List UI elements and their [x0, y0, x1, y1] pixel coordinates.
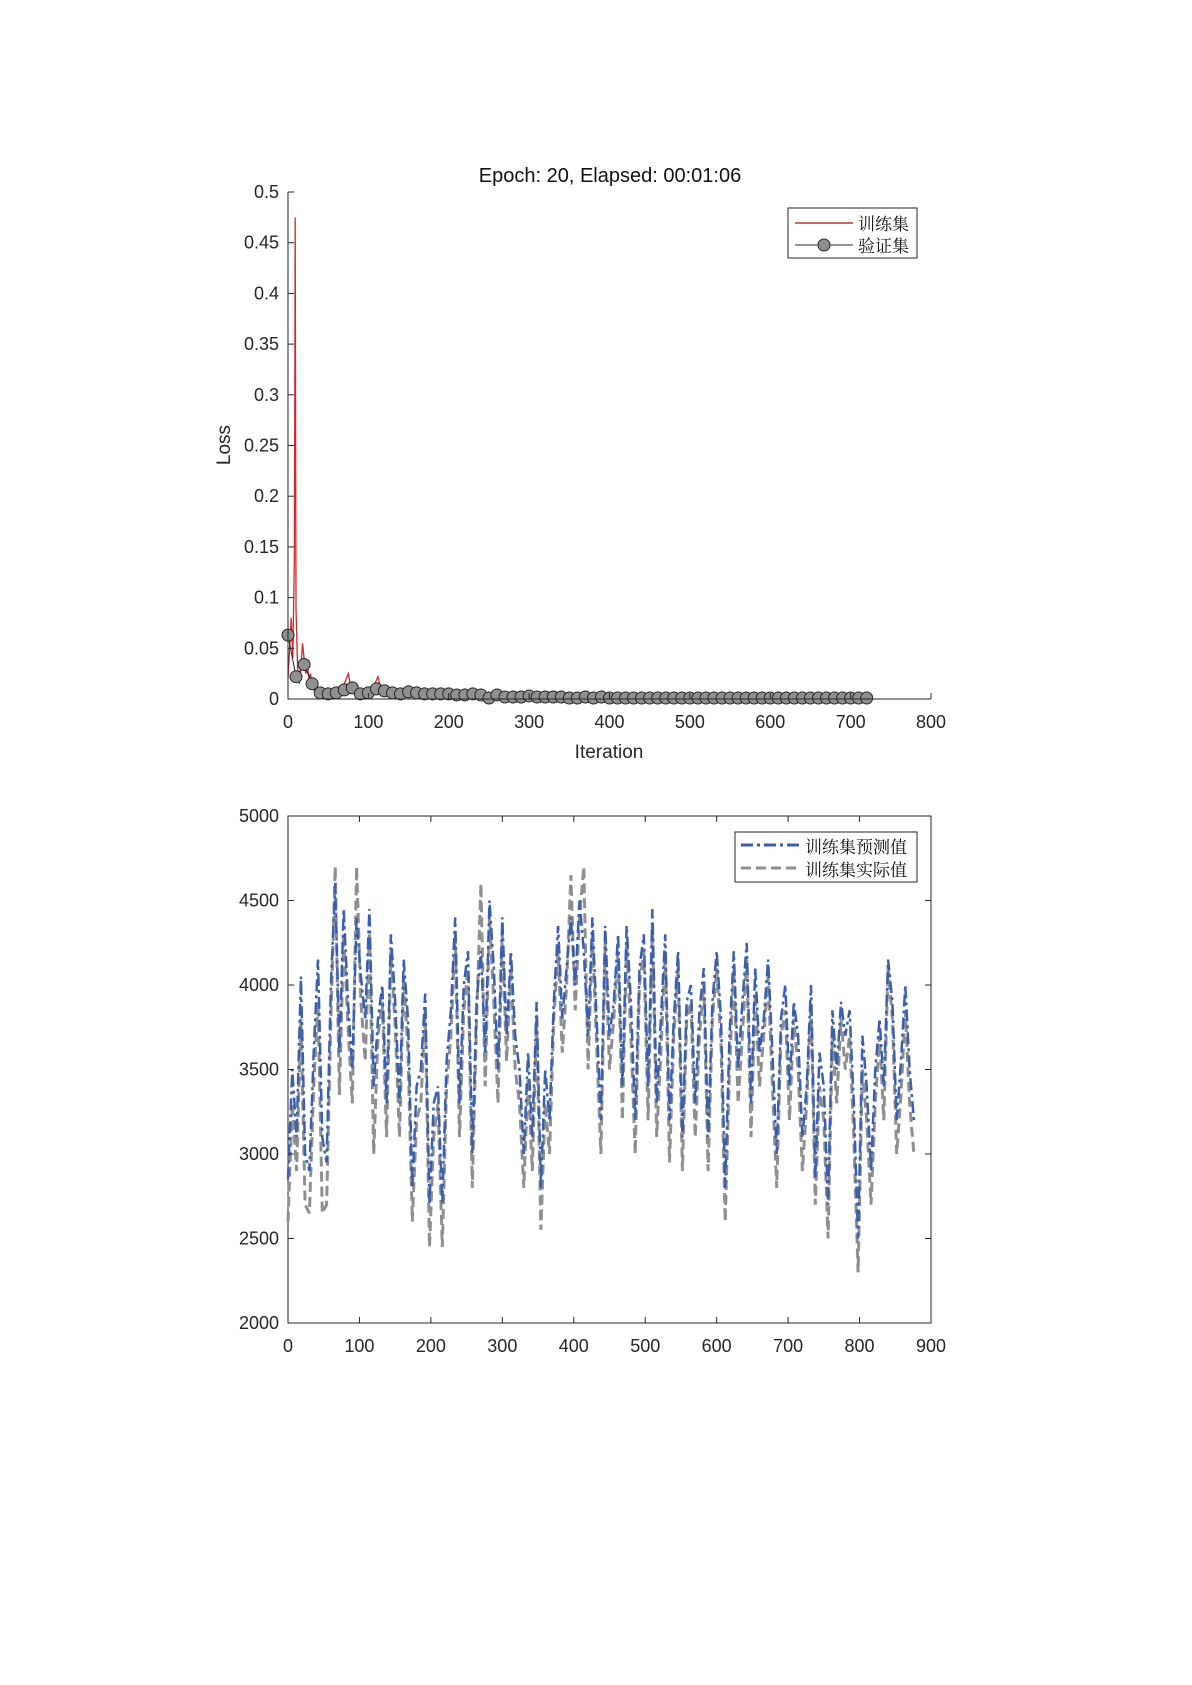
x-tick-label: 700 [835, 712, 866, 732]
y-tick-label: 0 [268, 689, 279, 709]
loss-chart-x-label: Iteration [574, 742, 644, 763]
y-tick-label: 0.4 [253, 283, 279, 304]
x-tick-label: 300 [487, 1336, 518, 1356]
y-tick-label: 0.05 [243, 638, 279, 659]
prediction-legend-actual-label: 训练集实际值 [805, 861, 907, 881]
x-tick-label: 0 [282, 712, 294, 732]
x-tick-label: 800 [844, 1336, 875, 1356]
x-tick-label: 600 [701, 1336, 732, 1356]
y-tick-label: 0.1 [253, 587, 279, 608]
x-tick-label: 400 [594, 712, 625, 732]
y-tick-label: 4000 [238, 975, 279, 995]
loss-chart-y-label: Loss [214, 424, 235, 466]
prediction-legend-pred-label: 训练集预测值 [805, 838, 907, 858]
validation-loss-point [298, 659, 310, 671]
y-tick-label: 0.5 [253, 182, 279, 202]
validation-loss-point [861, 692, 873, 704]
y-tick-label: 5000 [238, 806, 279, 826]
y-tick-label: 3000 [238, 1144, 279, 1164]
y-tick-label: 0.2 [253, 486, 279, 507]
validation-loss-point [290, 671, 302, 683]
y-tick-label: 0.45 [243, 232, 279, 253]
prediction-chart [239, 806, 946, 1356]
loss-chart-title: Epoch: 20, Elapsed: 00:01:06 [478, 165, 742, 187]
prediction-chart-legend [735, 832, 917, 882]
x-tick-label: 200 [433, 712, 464, 732]
x-tick-label: 700 [773, 1336, 804, 1356]
x-tick-label: 300 [514, 712, 545, 732]
x-tick-label: 100 [353, 712, 384, 732]
x-tick-label: 900 [915, 1336, 947, 1356]
loss-chart-legend [788, 208, 917, 258]
x-tick-label: 400 [558, 1336, 589, 1356]
loss-legend-val-marker [818, 239, 830, 251]
x-tick-label: 600 [755, 712, 786, 732]
x-tick-label: 500 [630, 1336, 661, 1356]
y-tick-label: 0.25 [243, 435, 279, 456]
loss-legend-val-label: 验证集 [858, 237, 909, 257]
x-tick-label: 800 [915, 712, 947, 732]
x-tick-label: 500 [674, 712, 705, 732]
y-tick-label: 0.3 [253, 384, 279, 405]
loss-legend-train-label: 训练集 [858, 215, 909, 235]
y-tick-label: 0.15 [243, 536, 279, 557]
y-tick-label: 4500 [238, 890, 279, 911]
y-tick-label: 3500 [238, 1059, 279, 1080]
x-tick-label: 0 [282, 1336, 294, 1356]
y-tick-label: 2000 [238, 1313, 279, 1333]
y-tick-label: 0.35 [243, 334, 279, 355]
x-tick-label: 100 [344, 1336, 375, 1356]
x-tick-label: 200 [415, 1336, 446, 1356]
y-tick-label: 2500 [238, 1228, 279, 1249]
